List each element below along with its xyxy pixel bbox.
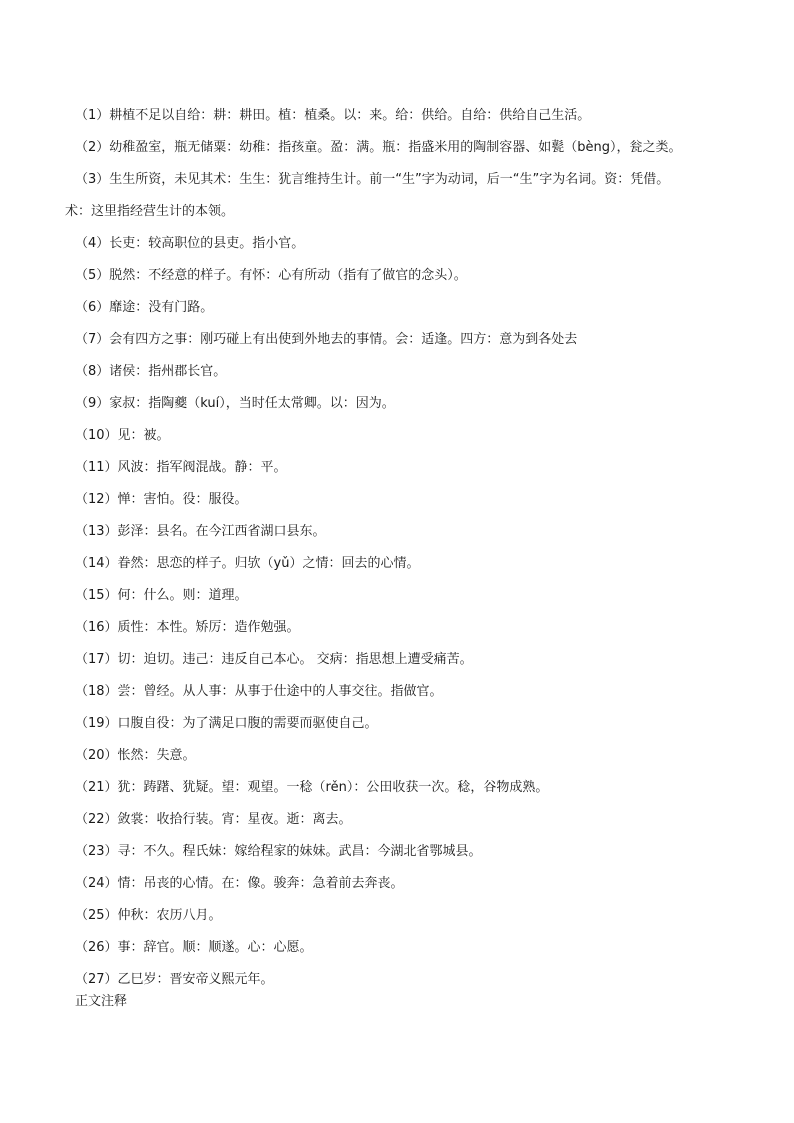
note-text: 敛裳：收拾行装。宵：星夜。逝：离去。 <box>117 812 352 827</box>
note-24 <box>75 868 775 900</box>
note-text: 风波：指军阀混战。静：平。 <box>117 460 287 475</box>
note-13 <box>75 516 775 548</box>
note-number: （16） <box>75 620 118 635</box>
note-14 <box>75 548 775 580</box>
note-text: 口腹自役：为了满足口腹的需要而驱使自己。 <box>117 716 378 731</box>
annotation-list <box>65 100 775 996</box>
note-10 <box>75 420 775 452</box>
note-3 <box>75 164 775 196</box>
note-number: （2） <box>75 140 110 155</box>
note-11 <box>75 452 775 484</box>
note-22 <box>75 804 775 836</box>
note-number: （18） <box>75 684 118 699</box>
note-number: （4） <box>75 236 110 251</box>
note-27 <box>75 964 775 996</box>
note-15 <box>75 580 775 612</box>
note-text: 家叔：指陶夔（kuí），当时任太常卿。以：因为。 <box>109 396 395 411</box>
note-5 <box>75 260 775 292</box>
note-7 <box>75 324 775 356</box>
note-20 <box>75 740 775 772</box>
note-text: 长吏：较高职位的县吏。指小官。 <box>109 236 305 251</box>
note-number: （11） <box>75 460 118 475</box>
note-number: （19） <box>75 716 118 731</box>
note-text: 彭泽：县名。在今江西省湖口县东。 <box>117 524 326 539</box>
note-12 <box>75 484 775 516</box>
note-number: （15） <box>75 588 118 603</box>
note-9 <box>75 388 775 420</box>
note-number: （26） <box>75 940 118 955</box>
note-number: （23） <box>75 844 118 859</box>
note-text: 犹：踌躇、犹疑。望：观望。一稔（rěn）：公田收获一次。稔，谷物成熟。 <box>117 780 549 795</box>
note-number: （10） <box>75 428 118 443</box>
note-26 <box>75 932 775 964</box>
note-text: 切：迫切。违己：违反自己本心。 交病：指思想上遭受痛苦。 <box>117 652 473 667</box>
note-text: 乙巳岁：晋安帝义熙元年。 <box>117 972 274 987</box>
note-text: 事：辞官。顺：顺遂。心：心愿。 <box>117 940 313 955</box>
note-number: （8） <box>75 364 110 379</box>
note-19 <box>75 708 775 740</box>
note-text: 情：吊丧的心情。在：像。骏奔：急着前去奔丧。 <box>117 876 404 891</box>
note-number: （7） <box>75 332 110 347</box>
note-number: （22） <box>75 812 118 827</box>
note-number: （12） <box>75 492 118 507</box>
note-number: （13） <box>75 524 118 539</box>
note-text: 质性：本性。矫厉：造作勉强。 <box>117 620 300 635</box>
note-number: （14） <box>75 556 118 571</box>
note-number: （25） <box>75 908 118 923</box>
note-25 <box>75 900 775 932</box>
note-number: （21） <box>75 780 118 795</box>
note-text: 寻：不久。程氏妹：嫁给程家的妹妹。武昌：今湖北省鄂城县。 <box>117 844 482 859</box>
note-23 <box>75 836 775 868</box>
note-text: 眷然：思恋的样子。归欤（yǔ）之情：回去的心情。 <box>117 556 420 571</box>
note-number: （6） <box>75 300 110 315</box>
note-text: 会有四方之事：刚巧碰上有出使到外地去的事情。会：适逢。四方：意为到各处去 <box>109 332 578 347</box>
note-number: （5） <box>75 268 110 283</box>
note-8 <box>75 356 775 388</box>
note-number: （27） <box>75 972 118 987</box>
note-4 <box>75 228 775 260</box>
note-text: 仲秋：农历八月。 <box>117 908 222 923</box>
note-number: （3） <box>75 172 110 187</box>
note-text: 幼稚盈室，瓶无储粟：幼稚：指孩童。盈：满。瓶：指盛米用的陶制容器、如甏（bèng），瓮之类。 <box>109 140 682 155</box>
note-number: （20） <box>75 748 118 763</box>
note-text: 生生所资，未见其术：生生：犹言维持生计。前一“生”字为动词，后一“生”字为名词。资：凭借。 <box>109 172 670 187</box>
note-text: 尝：曾经。从人事：从事于仕途中的人事交往。指做官。 <box>117 684 443 699</box>
note-text: 诸侯：指州郡长官。 <box>109 364 227 379</box>
note-text: 何：什么。则：道理。 <box>117 588 248 603</box>
note-2 <box>75 132 775 164</box>
note-text: 耕植不足以自给：耕：耕田。植：植桑。以：来。给：供给。自给：供给自己生活。 <box>109 108 591 123</box>
note-6 <box>75 292 775 324</box>
note-text: 见：被。 <box>117 428 170 443</box>
note-text: 脱然：不经意的样子。有怀：心有所动（指有了做官的念头）。 <box>109 268 467 283</box>
section-title: 正文注释 <box>75 994 128 1009</box>
note-16 <box>75 612 775 644</box>
note-number: （1） <box>75 108 110 123</box>
note-number: （24） <box>75 876 118 891</box>
note-number: （9） <box>75 396 110 411</box>
note-text: 靡途：没有门路。 <box>109 300 214 315</box>
note-text: 怅然：失意。 <box>117 748 196 763</box>
note-1 <box>75 100 775 132</box>
note-number: （17） <box>75 652 118 667</box>
note-text: 惮：害怕。役：服役。 <box>117 492 248 507</box>
note-21 <box>75 772 775 804</box>
note-3-continuation: 术：这里指经营生计的本领。 <box>65 204 235 219</box>
note-17 <box>75 644 775 676</box>
note-18 <box>75 676 775 708</box>
